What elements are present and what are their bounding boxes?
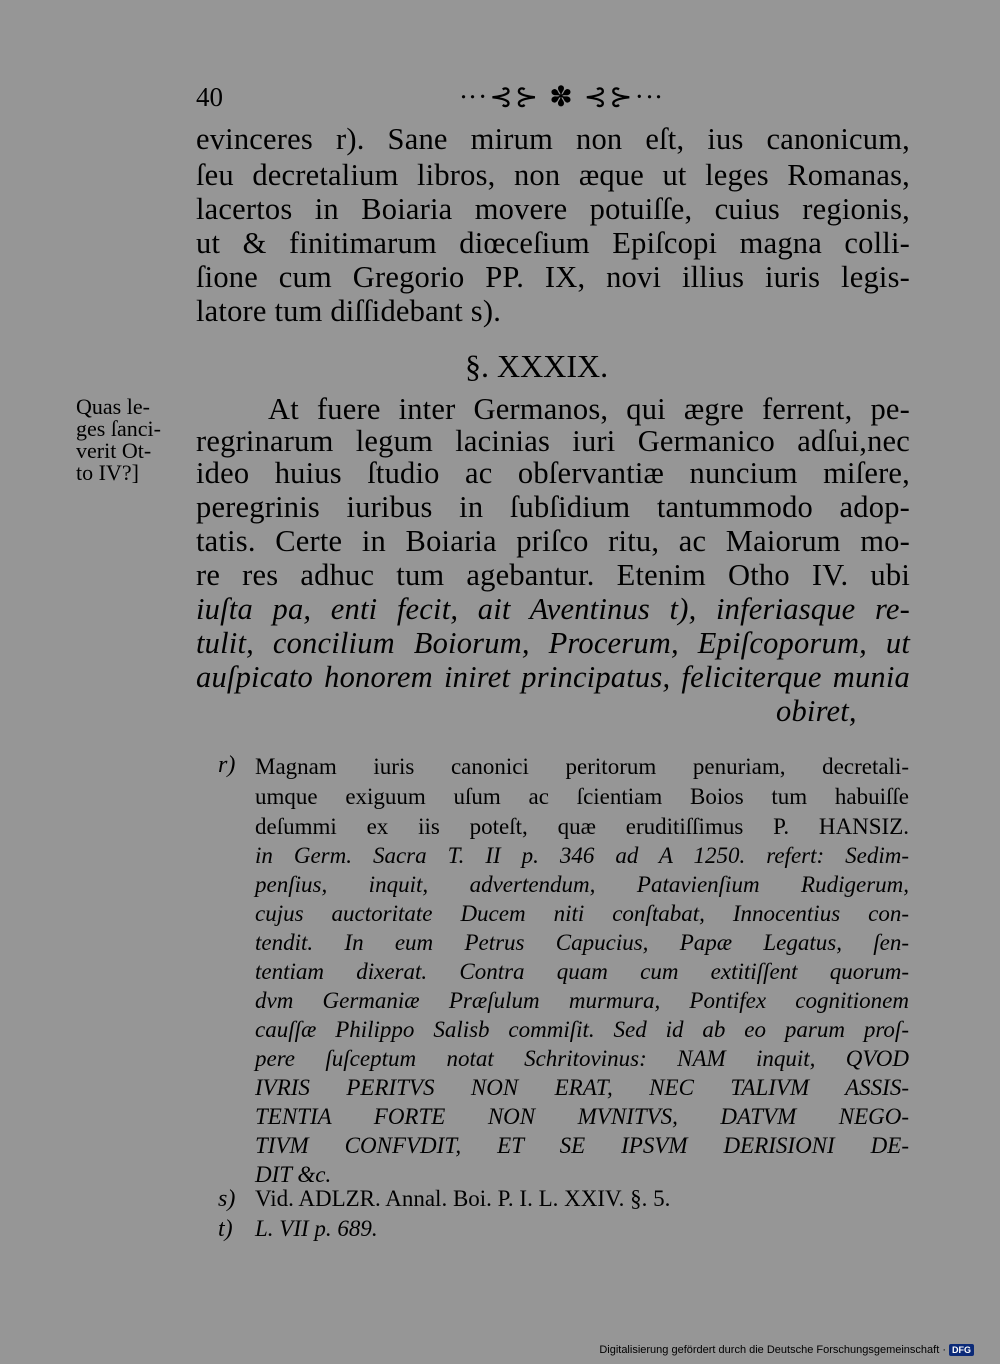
page-number: 40: [196, 82, 223, 112]
footnote-line: umque exiguum uſum ac ſcientiam Boios tum habuiſſe: [255, 784, 909, 809]
body-line: ſeu decretalium libros, non æque ut leges Romanas,: [196, 158, 910, 192]
footnote-t: L. VII p. 689.: [255, 1216, 378, 1241]
footnote-marker-r: r): [218, 752, 236, 778]
footnote-line: tentiam dixerat. Contra quam cum extitiſſent quorum-: [255, 959, 909, 984]
footnote-line: cujus auctoritate Ducem niti conſtabat, Innocentius con-: [255, 901, 909, 926]
footnote-line: penſius, inquit, advertendum, Patavienſium Rudigerum,: [255, 872, 909, 897]
footnote-marker-s: s): [218, 1186, 236, 1212]
footnote-line: TENTIA FORTE NON MVNITVS, DATVM NEGO-: [255, 1104, 909, 1129]
body-line: regrinarum legum lacinias iuri Germanico adſui,nec: [196, 424, 910, 458]
footnote-line: deſummi ex iis poteſt, quæ eruditiſſimus P. HANSIZ.: [255, 814, 909, 839]
body-line: tatis. Certe in Boiaria priſco ritu, ac Maiorum mo-: [196, 524, 910, 558]
body-line: peregrinis iuribus in ſubſidium tantummodo adop-: [196, 490, 910, 524]
section-heading: §. XXXIX.: [465, 348, 609, 384]
body-line: re res adhuc tum agebantur. Etenim Otho IV. ubi: [196, 558, 910, 592]
marginal-note-line: to IV?]: [76, 460, 139, 485]
body-line: latore tum diſſidebant s).: [196, 294, 502, 328]
footnote-marker-t: t): [218, 1216, 233, 1242]
digitization-credit: [599, 1344, 974, 1356]
body-line: auſpicato honorem iniret principatus, feliciterque munia: [196, 660, 910, 694]
body-line: lacertos in Boiaria movere potuiſſe, cuius regionis,: [196, 192, 910, 226]
footnote-line: Magnam iuris canonici peritorum penuriam, decretali-: [255, 754, 909, 779]
catchword: obiret,: [776, 694, 857, 728]
header-ornament: ∙∙·⊰⊱ ✽ ⊰⊱·∙∙: [460, 82, 664, 113]
footnote-line: dvm Germaniæ Præſulum murmura, Pontifex cognitionem: [255, 988, 909, 1013]
dfg-logo: DFG: [949, 1344, 974, 1356]
credit-text: Digitalisierung gefördert durch die Deutsche Forschungsgemeinschaft ·: [599, 1344, 946, 1356]
body-line: iuſta pa, enti fecit, ait Aventinus t), inferiasque re-: [196, 592, 910, 626]
footnote-line: cauſſæ Philippo Salisb commiſit. Sed id ab eo parum proſ-: [255, 1017, 909, 1042]
footnote-line: tendit. In eum Petrus Capucius, Papæ Legatus, ſen-: [255, 930, 909, 955]
footnote-line: DIT &c.: [255, 1162, 332, 1187]
marginal-note: [76, 396, 161, 484]
body-line: evinceres r). Sane mirum non eſt, ius canonicum,: [196, 122, 910, 156]
footnote-line: IVRIS PERITVS NON ERAT, NEC TALIVM ASSIS-: [255, 1075, 909, 1100]
marginal-note-line: Quas le-: [76, 394, 150, 419]
body-line: ſione cum Gregorio PP. IX, novi illius iuris legis-: [196, 260, 910, 294]
body-line: At fuere inter Germanos, qui ægre ferrent, pe-: [268, 392, 910, 426]
body-line: ideo huius ſtudio ac obſervantiæ nuncium miſere,: [196, 456, 910, 490]
footnote-line: TIVM CONFVDIT, ET SE IPSVM DERISIONI DE-: [255, 1133, 909, 1158]
body-line: ut & finitimarum diœceſium Epiſcopi magna colli-: [196, 226, 910, 260]
footnote-line: in Germ. Sacra T. II p. 346 ad A 1250. refert: Sedim-: [255, 843, 909, 868]
marginal-note-line: verit Ot-: [76, 438, 152, 463]
footnote-s: Vid. ADLZR. Annal. Boi. P. I. L. XXIV. §. 5.: [255, 1186, 671, 1211]
body-line: tulit, concilium Boiorum, Procerum, Epiſcoporum, ut: [196, 626, 910, 660]
marginal-note-line: ges ſanci-: [76, 416, 161, 441]
footnote-line: pere ſuſceptum notat Schritovinus: NAM inquit, QVOD: [255, 1046, 909, 1071]
